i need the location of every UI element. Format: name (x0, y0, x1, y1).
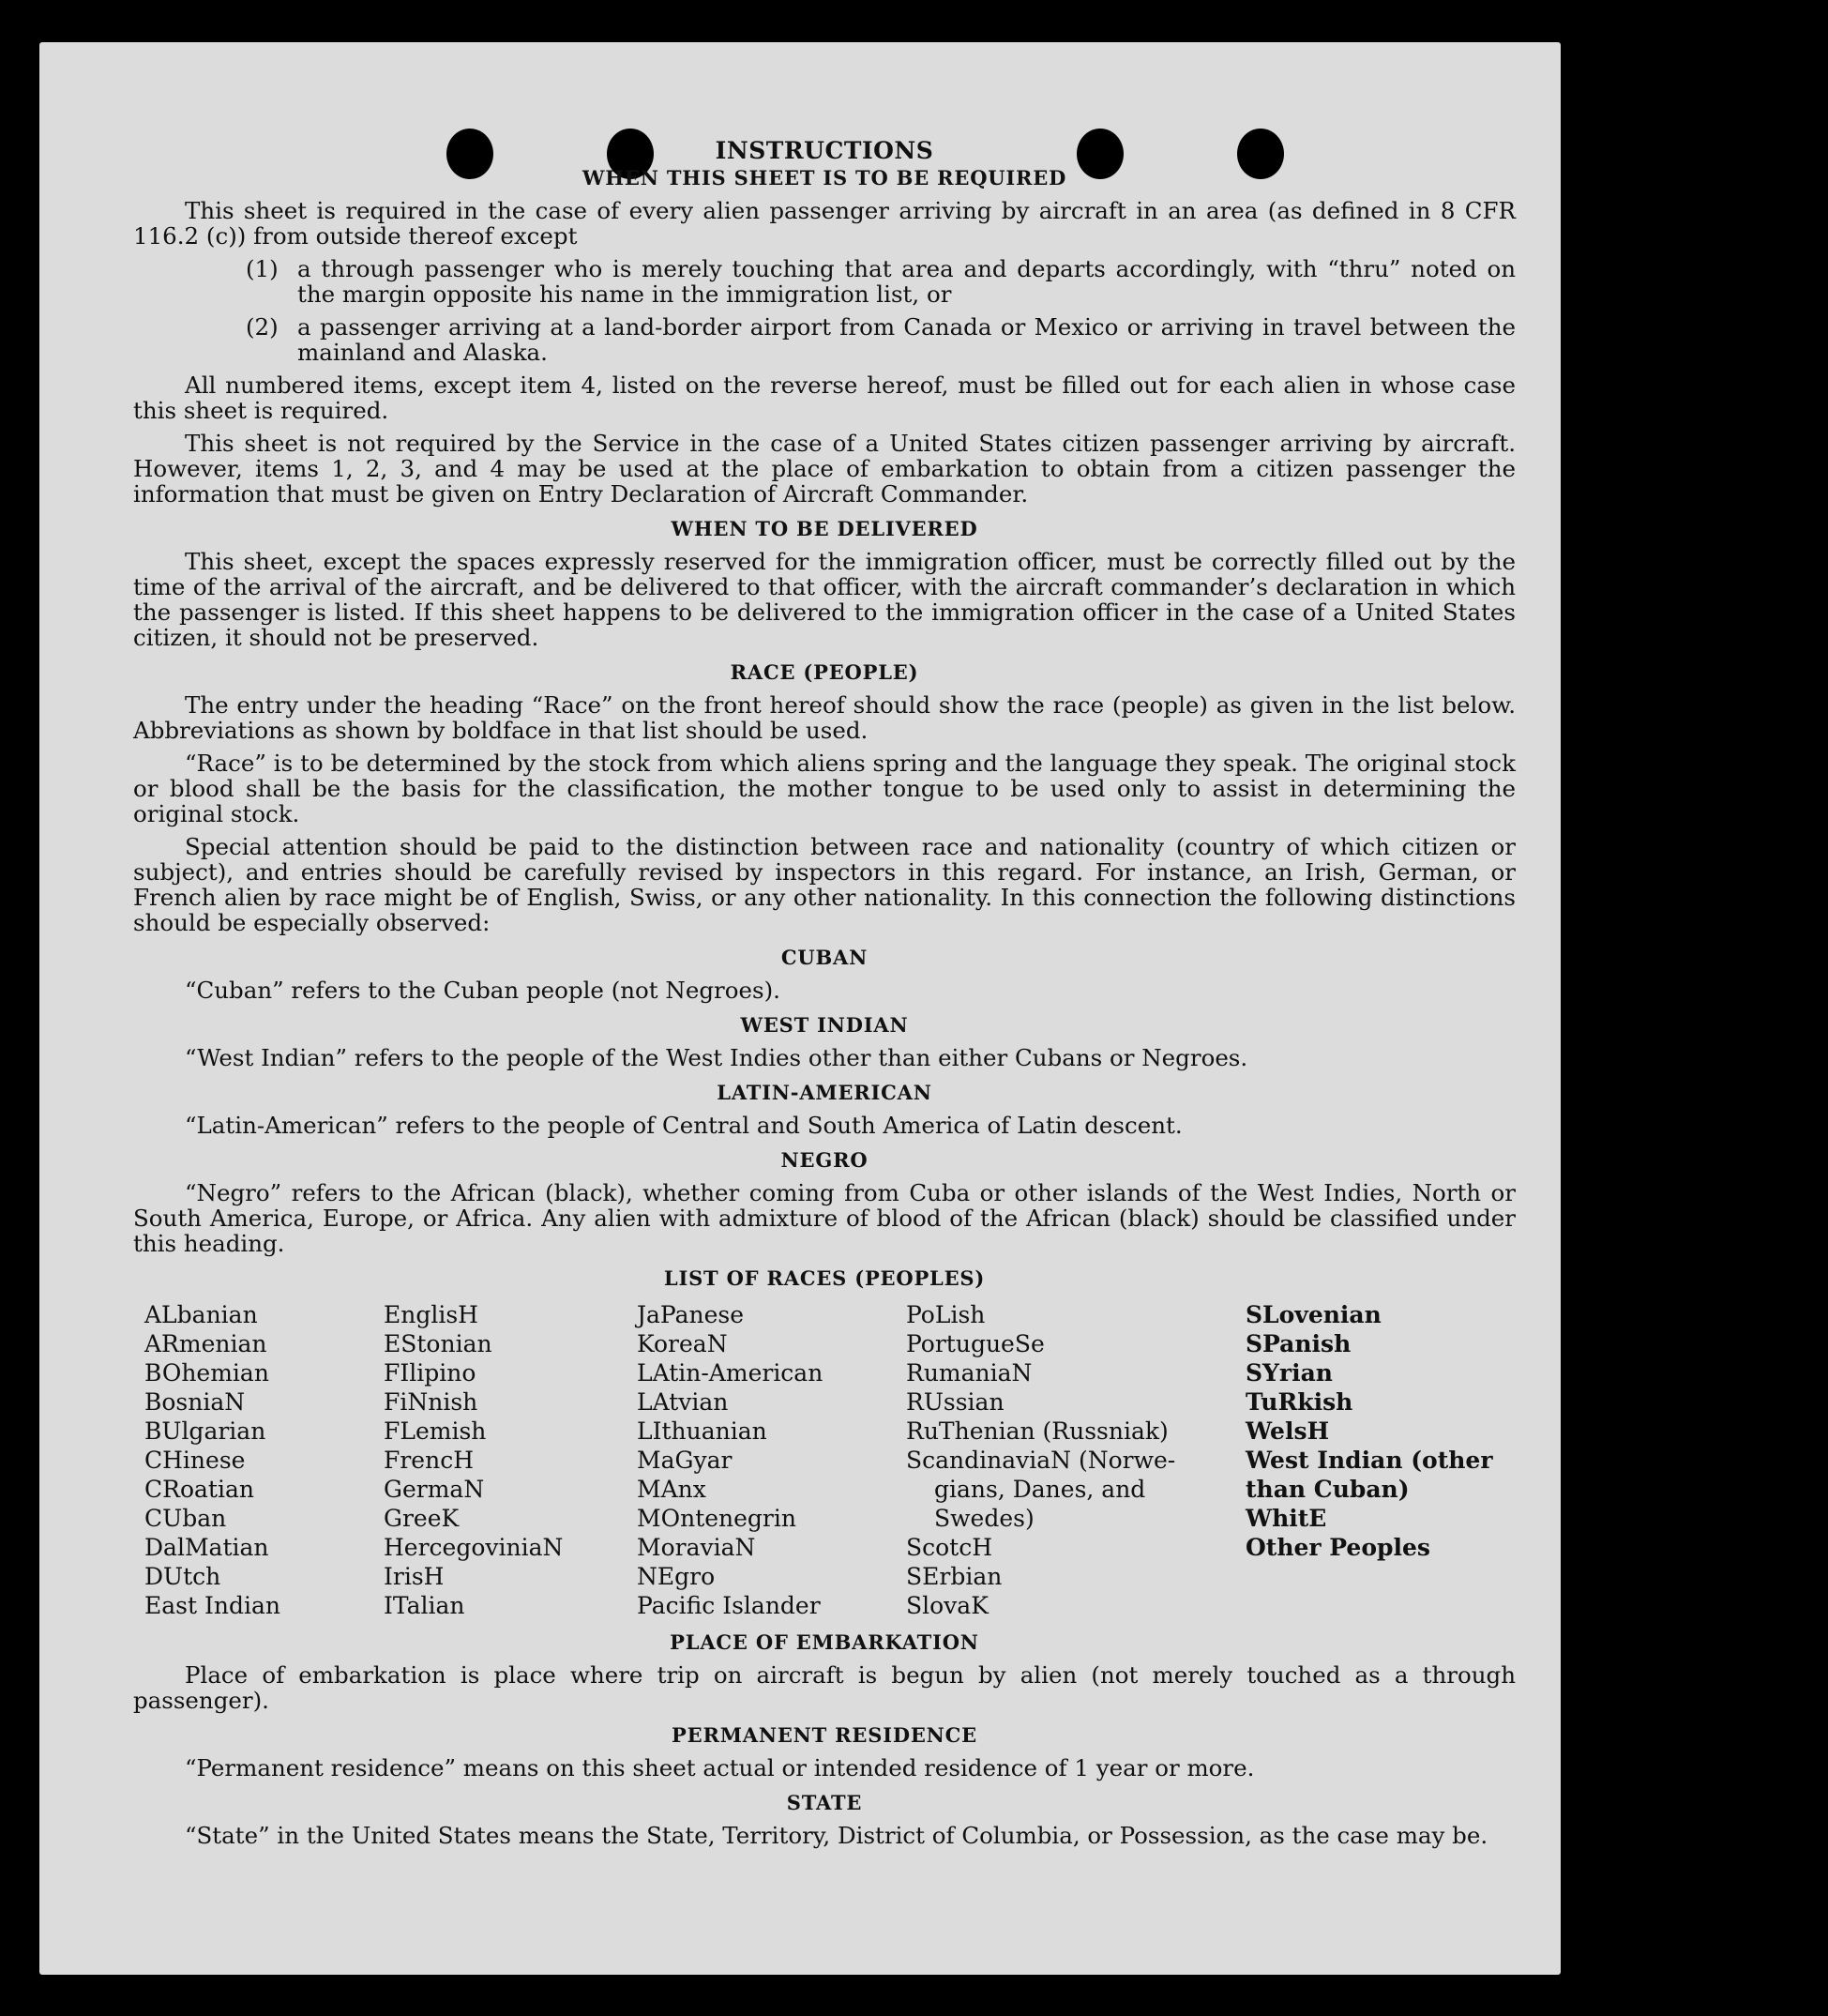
race-item: LIthuanian (637, 1417, 767, 1445)
race-item: WelsH (1246, 1417, 1330, 1445)
race-item: FIlipino (384, 1359, 476, 1387)
race-item: CUban (144, 1505, 227, 1532)
race-item: East Indian (144, 1592, 280, 1619)
race-item: MoraviaN (637, 1534, 756, 1561)
race-item: LAtin-American (637, 1359, 823, 1387)
exception-number: (2) (246, 313, 279, 341)
race-item: BOhemian (144, 1359, 269, 1387)
race-item: GermaN (384, 1476, 485, 1503)
race-item: NEgro (637, 1563, 716, 1590)
paragraph-numbered-items: All numbered items, except item 4, listed on the reverse hereof, must be filled out for each alien in whose case this sheet is required. (133, 371, 1516, 424)
race-item: EnglisH (384, 1301, 478, 1328)
section-heading-delivered: WHEN TO BE DELIVERED (671, 517, 978, 540)
page-title: INSTRUCTIONS (715, 137, 934, 164)
race-item-continuation: than Cuban) (1246, 1476, 1410, 1503)
paragraph-negro: “Negro” refers to the African (black), whether coming from Cuba or other islands of the West Indies, North or South America, Europe, or Africa. Any alien with admixture of blood of the African (black) should be classified under this heading. (133, 1179, 1516, 1257)
race-item-continuation: gians, Danes, and (934, 1476, 1146, 1503)
paragraph-race-2: “Race” is to be determined by the stock from which aliens spring and the language they speak. The original stock or blood shall be the basis for the classification, the mother tongue to be used only to assist in determining the original stock. (133, 750, 1516, 827)
races-column (637, 1300, 906, 1620)
races-column (144, 1300, 384, 1620)
section-heading-state: STATE (786, 1791, 863, 1814)
document-page (39, 42, 1561, 1975)
race-item: ALbanian (144, 1301, 258, 1328)
race-item: FrencH (384, 1447, 474, 1474)
race-item: SYrian (1246, 1359, 1333, 1387)
race-item: Pacific Islander (637, 1592, 821, 1619)
race-item: CRoatian (144, 1476, 254, 1503)
races-list (144, 1300, 1516, 1620)
race-item: RuThenian (Russniak) (906, 1417, 1169, 1445)
race-item: SPanish (1246, 1330, 1352, 1357)
paragraph-required-intro: This sheet is required in the case of every alien passenger arriving by aircraft in an area (as defined in 8 CFR 116.2 (c)) from outside thereof except (133, 197, 1516, 250)
race-item: JaPanese (637, 1301, 745, 1328)
race-item: CHinese (144, 1447, 246, 1474)
race-item: SErbian (906, 1563, 1003, 1590)
race-item: FiNnish (384, 1388, 478, 1416)
paragraph-race-1: The entry under the heading “Race” on the front hereof should show the race (people) as given in the list below. Abbreviations as shown by boldface in that list should be used. (133, 691, 1516, 744)
exception-item (246, 314, 1516, 365)
paragraph-embarkation: Place of embarkation is place where trip on aircraft is begun by alien (not merely touched as a through passenger). (133, 1661, 1516, 1714)
race-item: FLemish (384, 1417, 487, 1445)
race-item: RumaniaN (906, 1359, 1033, 1387)
section-heading-required: WHEN THIS SHEET IS TO BE REQUIRED (582, 166, 1067, 189)
race-item: DalMatian (144, 1534, 269, 1561)
exception-text: a passenger arriving at a land-border airport from Canada or Mexico or arriving in travel between the mainland and Alaska. (297, 313, 1516, 366)
paragraph-delivered: This sheet, except the spaces expressly reserved for the immigration officer, must be correctly filled out by the time of the arrival of the aircraft, and be delivered to that officer, with the aircraft commander’s declaration in which the passenger is listed. If this sheet happens to be delivered to the immigration officer in the case of a United States citizen, it should not be preserved. (133, 548, 1516, 651)
races-column (906, 1300, 1246, 1620)
section-heading-cuban: CUBAN (780, 946, 869, 969)
race-item: GreeK (384, 1505, 460, 1532)
race-item: Other Peoples (1246, 1534, 1430, 1561)
race-item: West Indian (other (1246, 1447, 1493, 1474)
race-item: RUssian (906, 1388, 1005, 1416)
race-item: TuRkish (1246, 1388, 1353, 1416)
race-item-continuation: Swedes) (934, 1505, 1035, 1532)
race-item: MAnx (637, 1476, 706, 1503)
race-item: HercegoviniaN (384, 1534, 564, 1561)
paragraph-west-indian: “West Indian” refers to the people of the West Indies other than either Cubans or Negroes. (185, 1044, 1248, 1071)
race-item: LAtvian (637, 1388, 729, 1416)
race-item: SLovenian (1246, 1301, 1382, 1328)
races-column (1246, 1300, 1508, 1620)
race-item: BUlgarian (144, 1417, 266, 1445)
section-heading-embarkation: PLACE OF EMBARKATION (670, 1630, 979, 1654)
race-item: PoLish (906, 1301, 986, 1328)
race-item: WhitE (1246, 1505, 1327, 1532)
paragraph-state: “State” in the United States means the State, Territory, District of Columbia, or Possession, as the case may be. (185, 1822, 1488, 1849)
races-column (384, 1300, 637, 1620)
exception-number: (1) (246, 255, 279, 282)
paragraph-race-3: Special attention should be paid to the distinction between race and nationality (country of which citizen or subject), and entries should be carefully revised by inspectors in this regard. For instance, an Irish, German, or French alien by race might be of English, Swiss, or any other nationality. In this connection the following distinctions should be especially observed: (133, 833, 1516, 936)
paragraph-residence: “Permanent residence” means on this sheet actual or intended residence of 1 year or more. (185, 1754, 1255, 1781)
section-heading-west-indian: WEST INDIAN (740, 1013, 909, 1037)
paragraph-citizen: This sheet is not required by the Service in the case of a United States citizen passenger arriving by aircraft. However, items 1, 2, 3, and 4 may be used at the place of embarkation to obtain from a citizen passenger the information that must be given on Entry Declaration of Aircraft Commander. (133, 430, 1516, 508)
section-heading-races-list: LIST OF RACES (PEOPLES) (663, 1266, 986, 1290)
race-item: MaGyar (637, 1447, 733, 1474)
paragraph-latin-american: “Latin-American” refers to the people of Central and South America of Latin descent. (185, 1112, 1183, 1139)
race-item: MOntenegrin (637, 1505, 796, 1532)
race-item: BosniaN (144, 1388, 246, 1416)
race-item: EStonian (384, 1330, 492, 1357)
section-heading-residence: PERMANENT RESIDENCE (672, 1723, 977, 1747)
race-item: ScotcH (906, 1534, 993, 1561)
section-heading-race: RACE (PEOPLE) (730, 660, 919, 684)
exception-item (246, 256, 1516, 307)
race-item: ScandinaviaN (Norwe- (906, 1447, 1176, 1474)
race-item: DUtch (144, 1563, 221, 1590)
race-item: ITalian (384, 1592, 465, 1619)
section-heading-negro: NEGRO (780, 1148, 869, 1172)
race-item: IrisH (384, 1563, 445, 1590)
race-item: ARmenian (144, 1330, 267, 1357)
race-item: SlovaK (906, 1592, 989, 1619)
paragraph-cuban: “Cuban” refers to the Cuban people (not Negroes). (185, 977, 780, 1004)
race-item: KoreaN (637, 1330, 728, 1357)
instructions-text (133, 138, 1516, 1856)
exception-text: a through passenger who is merely touching that area and departs accordingly, with “thru” noted on the margin opposite his name in the immigration list, or (297, 255, 1516, 308)
section-heading-latin-american: LATIN-AMERICAN (717, 1081, 932, 1104)
race-item: PortugueSe (906, 1330, 1045, 1357)
